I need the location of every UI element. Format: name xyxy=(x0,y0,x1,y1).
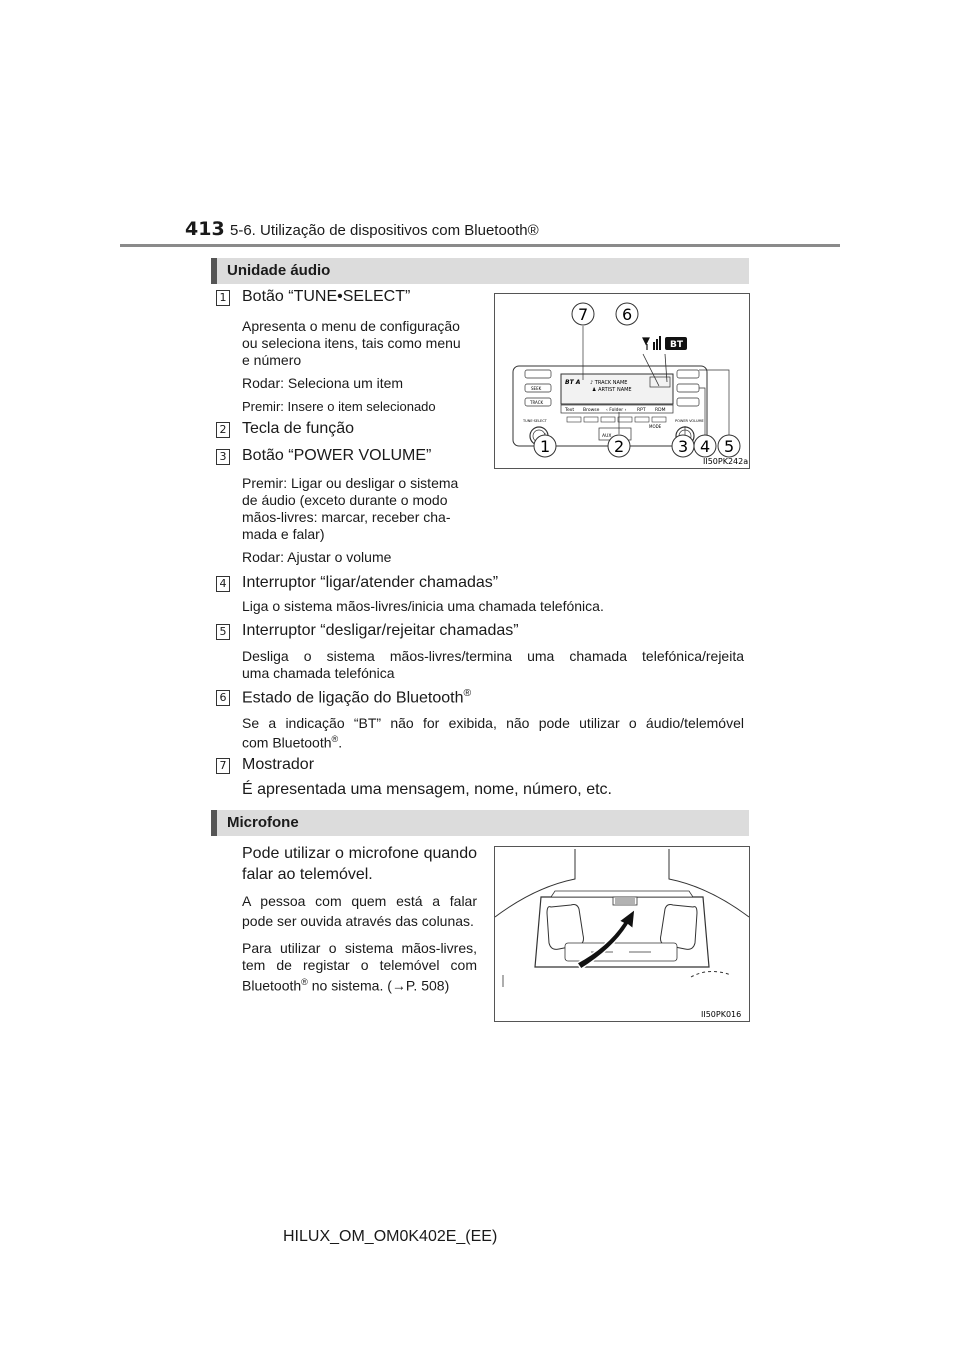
audio-unit-figure xyxy=(494,293,750,469)
screen-track: ♪ TRACK NAME xyxy=(590,380,628,386)
svg-text:SEEK: SEEK xyxy=(531,386,542,391)
mic-para2-line-1: A pessoa com quem está a falar xyxy=(242,893,477,909)
mic-note-line-1: Para utilizar o sistema mãos-livres, xyxy=(242,940,477,956)
figure-code: II50PK242a xyxy=(703,457,749,466)
item-title-4: Interruptor “ligar/atender chamadas” xyxy=(242,574,499,591)
item-number-7: 7 xyxy=(216,758,230,774)
svg-text:TRACK: TRACK xyxy=(530,400,544,405)
section-heading-microphone xyxy=(211,810,749,836)
item-desc-6-line-2: com Bluetooth®. xyxy=(242,734,343,751)
item-desc-1-line-4: Rodar: Seleciona um item xyxy=(242,375,404,391)
section-heading-audio-unit xyxy=(211,258,749,284)
item-title-7: Mostrador xyxy=(242,756,315,773)
callout-6: 6 xyxy=(622,305,633,324)
item-desc-4-line-1: Liga o sistema mãos-livres/inicia uma chamada telefónica. xyxy=(242,598,604,614)
item-desc-3-line-3: mãos-livres: marcar, receber cha- xyxy=(242,509,451,525)
aux-label: AUX xyxy=(602,434,612,439)
callout-3: 3 xyxy=(678,437,689,456)
item-desc-3-line-5: Rodar: Ajustar o volume xyxy=(242,549,392,565)
item-desc-5-line-1: Desliga o sistema mãos-livres/termina uma chamada telefónica/rejeita xyxy=(242,648,744,664)
item-number-2: 2 xyxy=(216,422,230,438)
item-desc-1-line-2: ou seleciona itens, tais como menu xyxy=(242,335,461,351)
callout-4: 4 xyxy=(700,437,711,456)
item-desc-3-line-2: de áudio (exceto durante o modo xyxy=(242,492,448,508)
softkey-text: Text xyxy=(565,408,575,413)
softkey-rdm: RDM xyxy=(655,408,666,413)
item-desc-5-line-2: uma chamada telefónica xyxy=(242,665,395,681)
callout-7: 7 xyxy=(578,305,589,324)
figure-code: II50PK016 xyxy=(701,1010,742,1019)
item-title-2: Tecla de função xyxy=(242,420,355,437)
item-desc-1-line-1: Apresenta o menu de configuração xyxy=(242,318,460,334)
page-number: 413 xyxy=(185,218,225,240)
callout-2: 2 xyxy=(614,437,625,456)
screen-artist: ♟ ARTIST NAME xyxy=(592,387,632,393)
item-number-6: 6 xyxy=(216,690,230,706)
microphone-illustration xyxy=(495,847,749,1021)
document-code: HILUX_OM_OM0K402E_(EE) xyxy=(283,1228,498,1245)
svg-text:TUNE·SELECT: TUNE·SELECT xyxy=(523,419,547,423)
softkey-folder: ‹ Folder › xyxy=(606,408,627,413)
header-rule xyxy=(120,244,840,247)
item-desc-1-line-5: Premir: Insere o item selecionado xyxy=(242,399,436,414)
item-number-1: 1 xyxy=(216,290,230,306)
item-desc-7-line-1: É apresentada uma mensagem, nome, número, etc. xyxy=(242,781,612,798)
item-number-4: 4 xyxy=(216,576,230,592)
bt-label: BT xyxy=(670,340,683,350)
item-title-3: Botão “POWER VOLUME” xyxy=(242,447,432,464)
breadcrumb: 5-6. Utilização de dispositivos com Bluetooth® xyxy=(230,222,539,239)
mic-para2-line-2: pode ser ouvida através das colunas. xyxy=(242,913,474,929)
item-number-5: 5 xyxy=(216,624,230,640)
audio-unit-illustration xyxy=(495,294,749,468)
item-title-6: Estado de ligação do Bluetooth® xyxy=(242,688,472,707)
mic-para1-line-1: Pode utilizar o microfone quando xyxy=(242,845,477,862)
item-desc-1-line-3: e número xyxy=(242,352,302,368)
section-title: Unidade áudio xyxy=(227,262,331,279)
softkey-browse: Browse xyxy=(583,408,600,413)
svg-text:POWER VOLUME: POWER VOLUME xyxy=(675,419,704,423)
svg-text:MODE: MODE xyxy=(649,424,662,429)
mic-note-line-3: Bluetooth® no sistema. (→P. 508) xyxy=(242,977,450,994)
item-number-3: 3 xyxy=(216,449,230,465)
section-title: Microfone xyxy=(227,814,299,831)
item-desc-3-line-1: Premir: Ligar ou desligar o sistema xyxy=(242,475,459,491)
mic-note-line-2: tem de registar o telemóvel com xyxy=(242,957,477,973)
softkey-rpt: RPT xyxy=(637,408,646,413)
screen-source: BT A xyxy=(565,379,581,386)
mic-para1-line-2: falar ao telemóvel. xyxy=(242,866,373,883)
item-desc-6-line-1: Se a indicação “BT” não for exibida, não pode utilizar o áudio/telemóvel xyxy=(242,715,744,731)
callout-1: 1 xyxy=(540,437,551,456)
item-title-1: Botão “TUNE•SELECT” xyxy=(242,288,411,305)
item-desc-3-line-4: mada e falar) xyxy=(242,526,325,542)
callout-5: 5 xyxy=(724,437,735,456)
microphone-figure xyxy=(494,846,750,1022)
item-title-5: Interruptor “desligar/rejeitar chamadas” xyxy=(242,622,519,639)
